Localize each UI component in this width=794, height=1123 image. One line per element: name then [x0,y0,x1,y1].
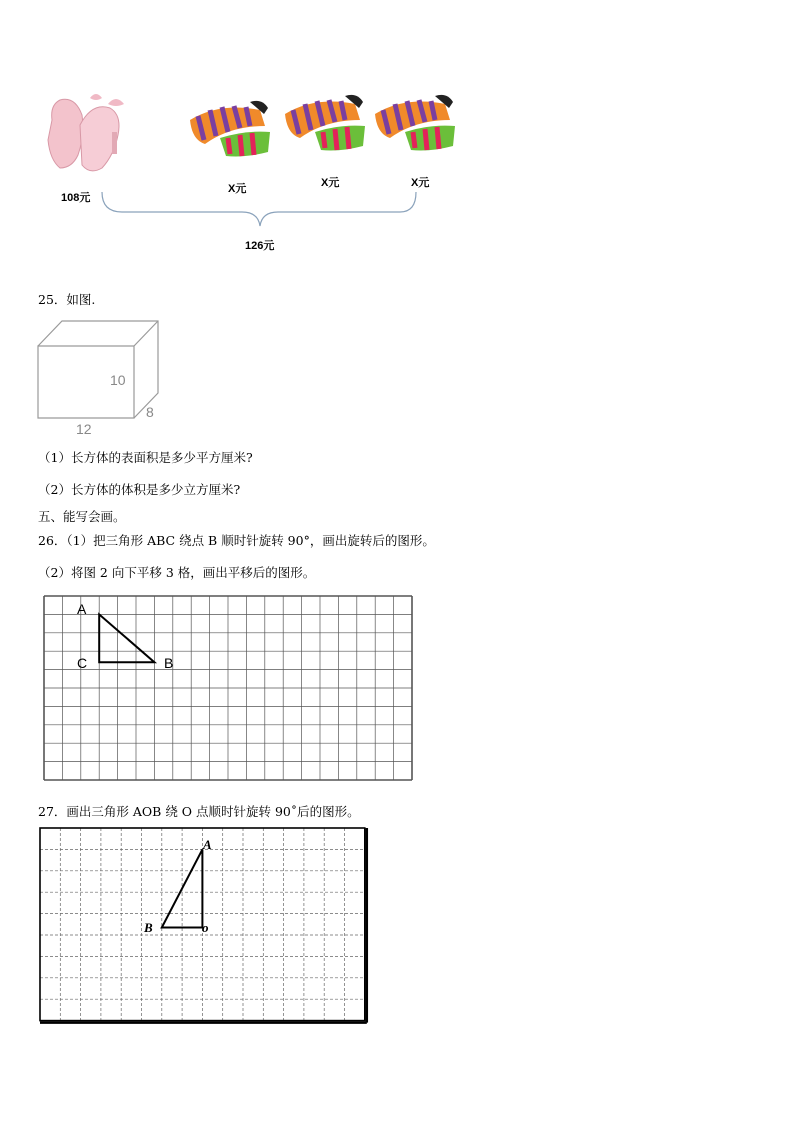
cuboid-width-label: 8 [146,404,154,420]
shoes-price-label: 108元 [61,192,91,204]
total-price-label: 126元 [245,240,275,252]
q27-title: 27．画出三角形 AOB 绕 O 点顺时针旋转 90˚后的图形。 [38,804,360,819]
sock-price-label-2: X元 [321,177,340,189]
triangle-abc [99,614,154,662]
socks-pair-1-icon [190,101,270,157]
cuboid-height-label: 10 [110,372,126,388]
q27-label-o: o [202,920,209,935]
sock-price-label-1: X元 [228,183,247,195]
total-brace [102,192,416,226]
cuboid-svg [36,318,166,438]
cuboid-figure [36,318,166,438]
socks-pair-2-icon [285,95,365,151]
q26-grid-svg [42,594,416,784]
q26-label-a: A [77,601,87,617]
q26-label-b: B [164,655,174,671]
q26-line2: （2）将图 2 向下平移 3 格，画出平移后的图形。 [38,565,316,580]
q25-title: 25．如图. [38,292,96,307]
q26-label-c: C [77,655,88,671]
shoes-socks-svg [30,80,470,260]
shoes-socks-illustration [30,80,470,260]
section-5-heading: 五、能写会画。 [38,509,126,524]
q26-line1: 26．（1）把三角形 ABC 绕点 B 顺时针旋转 90°，画出旋转后的图形。 [38,533,435,548]
q27-label-a: A [203,837,212,852]
high-heel-shoes-icon [48,94,124,171]
q27-label-b: B [144,920,153,935]
q25-sub1: （1）长方体的表面积是多少平方厘米? [38,450,253,465]
q25-sub2: （2）长方体的体积是多少立方厘米? [38,482,241,497]
q26-grid [42,594,416,784]
cuboid-length-label: 12 [76,421,92,437]
sock-price-label-3: X元 [411,177,430,189]
socks-pair-3-icon [375,95,455,151]
